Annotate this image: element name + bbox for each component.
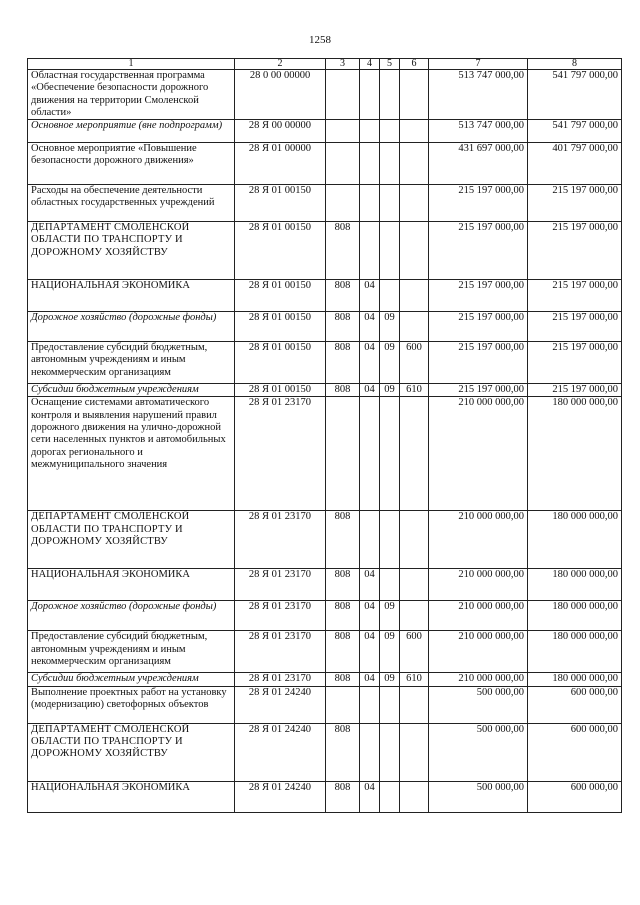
cell-section: 04 [360,631,380,673]
cell-target-article: 28 Я 01 23170 [235,511,326,569]
cell-subsection [380,280,400,312]
table-row [28,222,622,280]
cell-subsection: 09 [380,601,400,631]
cell-admin-code: 808 [326,222,360,280]
cell-admin-code: 808 [326,280,360,312]
cell-admin-code [326,686,360,723]
cell-name: Выполнение проектных работ на установку (модернизацию) светофорных объектов [28,686,235,723]
cell-expense-type [400,569,429,601]
cell-expense-type [400,601,429,631]
cell-subsection: 09 [380,342,400,384]
budget-table [27,58,622,813]
cell-target-article: 28 Я 01 24240 [235,686,326,723]
table-row [28,342,622,384]
cell-section [360,70,380,120]
cell-target-article: 28 Я 01 00150 [235,312,326,342]
cell-admin-code: 808 [326,631,360,673]
cell-name: Областная государственная программа «Обеспечение безопасности дорожного движения на территории Смоленской области» [28,70,235,120]
cell-section [360,397,380,511]
cell-admin-code [326,70,360,120]
cell-admin-code [326,185,360,222]
cell-amount-year-2: 180 000 000,00 [528,397,622,511]
cell-section [360,120,380,143]
cell-admin-code: 808 [326,342,360,384]
cell-subsection [380,686,400,723]
cell-amount-year-2: 541 797 000,00 [528,70,622,120]
cell-target-article: 28 Я 01 23170 [235,631,326,673]
cell-name: Предоставление субсидий бюджетным, автономным учреждениям и иным некоммерческим организациям [28,631,235,673]
cell-amount-year-1: 513 747 000,00 [429,70,528,120]
cell-amount-year-1: 500 000,00 [429,723,528,781]
cell-target-article: 28 Я 01 24240 [235,723,326,781]
header-col-3: 3 [326,59,360,70]
cell-amount-year-1: 215 197 000,00 [429,222,528,280]
cell-name: Дорожное хозяйство (дорожные фонды) [28,601,235,631]
table-row [28,686,622,723]
cell-amount-year-2: 215 197 000,00 [528,342,622,384]
cell-admin-code: 808 [326,723,360,781]
cell-section: 04 [360,781,380,812]
cell-amount-year-2: 215 197 000,00 [528,222,622,280]
cell-expense-type [400,143,429,185]
cell-name: Основное мероприятие «Повышение безопасности дорожного движения» [28,143,235,185]
cell-admin-code: 808 [326,511,360,569]
cell-expense-type: 610 [400,673,429,686]
header-col-1: 1 [28,59,235,70]
cell-amount-year-1: 431 697 000,00 [429,143,528,185]
cell-amount-year-1: 500 000,00 [429,781,528,812]
cell-target-article: 28 Я 01 00150 [235,384,326,397]
cell-target-article: 28 Я 01 00150 [235,185,326,222]
cell-expense-type [400,397,429,511]
table-row [28,70,622,120]
cell-section: 04 [360,673,380,686]
cell-expense-type [400,222,429,280]
table-row [28,569,622,601]
cell-amount-year-1: 210 000 000,00 [429,397,528,511]
cell-amount-year-1: 215 197 000,00 [429,342,528,384]
cell-name: НАЦИОНАЛЬНАЯ ЭКОНОМИКА [28,781,235,812]
cell-admin-code: 808 [326,312,360,342]
cell-amount-year-1: 215 197 000,00 [429,280,528,312]
cell-section: 04 [360,384,380,397]
cell-amount-year-1: 215 197 000,00 [429,384,528,397]
cell-amount-year-2: 600 000,00 [528,723,622,781]
cell-amount-year-2: 600 000,00 [528,781,622,812]
cell-subsection [380,569,400,601]
cell-name: НАЦИОНАЛЬНАЯ ЭКОНОМИКА [28,569,235,601]
cell-amount-year-1: 215 197 000,00 [429,312,528,342]
cell-amount-year-2: 180 000 000,00 [528,511,622,569]
cell-admin-code: 808 [326,781,360,812]
cell-admin-code: 808 [326,384,360,397]
cell-expense-type [400,185,429,222]
cell-subsection [380,511,400,569]
table-row [28,143,622,185]
cell-amount-year-2: 541 797 000,00 [528,120,622,143]
cell-expense-type: 610 [400,384,429,397]
table-row [28,384,622,397]
cell-section: 04 [360,280,380,312]
cell-section [360,686,380,723]
cell-name: Дорожное хозяйство (дорожные фонды) [28,312,235,342]
cell-amount-year-1: 210 000 000,00 [429,511,528,569]
cell-section: 04 [360,601,380,631]
cell-subsection [380,781,400,812]
cell-name: Субсидии бюджетным учреждениям [28,384,235,397]
cell-expense-type [400,120,429,143]
cell-target-article: 28 Я 01 23170 [235,397,326,511]
cell-name: Оснащение системами автоматического контроля и выявления нарушений правил дорожного движения на улично-дорожной сети населенных пунктов и автомобильных дорогах регионального и межмуниципального значения [28,397,235,511]
cell-subsection [380,397,400,511]
cell-target-article: 28 Я 01 24240 [235,781,326,812]
header-col-8: 8 [528,59,622,70]
cell-admin-code [326,397,360,511]
cell-subsection: 09 [380,631,400,673]
header-row [28,59,622,70]
table-row [28,511,622,569]
cell-subsection [380,70,400,120]
table-row [28,397,622,511]
cell-amount-year-2: 180 000 000,00 [528,601,622,631]
cell-target-article: 28 Я 01 00000 [235,143,326,185]
cell-name: НАЦИОНАЛЬНАЯ ЭКОНОМИКА [28,280,235,312]
header-col-4: 4 [360,59,380,70]
cell-expense-type [400,312,429,342]
cell-admin-code: 808 [326,673,360,686]
cell-subsection: 09 [380,384,400,397]
cell-target-article: 28 0 00 00000 [235,70,326,120]
cell-section [360,185,380,222]
cell-amount-year-1: 210 000 000,00 [429,601,528,631]
cell-admin-code: 808 [326,569,360,601]
cell-target-article: 28 Я 01 00150 [235,280,326,312]
cell-target-article: 28 Я 01 00150 [235,222,326,280]
table-body [28,70,622,813]
cell-section: 04 [360,569,380,601]
cell-target-article: 28 Я 01 23170 [235,601,326,631]
cell-expense-type: 600 [400,342,429,384]
cell-amount-year-2: 215 197 000,00 [528,185,622,222]
cell-amount-year-2: 180 000 000,00 [528,569,622,601]
cell-subsection [380,723,400,781]
cell-target-article: 28 Я 01 23170 [235,569,326,601]
cell-subsection [380,222,400,280]
cell-admin-code: 808 [326,601,360,631]
table-row [28,631,622,673]
table-row [28,781,622,812]
cell-section [360,511,380,569]
cell-amount-year-2: 180 000 000,00 [528,631,622,673]
cell-section: 04 [360,312,380,342]
cell-amount-year-1: 210 000 000,00 [429,673,528,686]
cell-expense-type: 600 [400,631,429,673]
cell-expense-type [400,686,429,723]
cell-expense-type [400,70,429,120]
cell-target-article: 28 Я 01 00150 [235,342,326,384]
cell-subsection: 09 [380,673,400,686]
cell-subsection [380,185,400,222]
table-row [28,601,622,631]
cell-section [360,723,380,781]
cell-admin-code [326,143,360,185]
cell-name: ДЕПАРТАМЕНТ СМОЛЕНСКОЙ ОБЛАСТИ ПО ТРАНСПОРТУ И ДОРОЖНОМУ ХОЗЯЙСТВУ [28,511,235,569]
cell-expense-type [400,511,429,569]
cell-target-article: 28 Я 00 00000 [235,120,326,143]
header-col-2: 2 [235,59,326,70]
table-row [28,723,622,781]
cell-amount-year-1: 210 000 000,00 [429,631,528,673]
cell-expense-type [400,280,429,312]
page-number: 1258 [309,34,331,46]
cell-amount-year-2: 600 000,00 [528,686,622,723]
cell-amount-year-2: 215 197 000,00 [528,312,622,342]
table-row [28,185,622,222]
table-row [28,673,622,686]
cell-section [360,222,380,280]
cell-name: Основное мероприятие (вне подпрограмм) [28,120,235,143]
cell-target-article: 28 Я 01 23170 [235,673,326,686]
cell-amount-year-1: 215 197 000,00 [429,185,528,222]
cell-amount-year-2: 401 797 000,00 [528,143,622,185]
header-col-5: 5 [380,59,400,70]
cell-expense-type [400,781,429,812]
cell-name: ДЕПАРТАМЕНТ СМОЛЕНСКОЙ ОБЛАСТИ ПО ТРАНСПОРТУ И ДОРОЖНОМУ ХОЗЯЙСТВУ [28,723,235,781]
cell-amount-year-1: 513 747 000,00 [429,120,528,143]
header-col-7: 7 [429,59,528,70]
table-row [28,120,622,143]
cell-subsection [380,143,400,185]
cell-amount-year-1: 500 000,00 [429,686,528,723]
cell-name: ДЕПАРТАМЕНТ СМОЛЕНСКОЙ ОБЛАСТИ ПО ТРАНСПОРТУ И ДОРОЖНОМУ ХОЗЯЙСТВУ [28,222,235,280]
table-row [28,312,622,342]
cell-section: 04 [360,342,380,384]
header-col-6: 6 [400,59,429,70]
cell-expense-type [400,723,429,781]
cell-amount-year-2: 215 197 000,00 [528,280,622,312]
cell-subsection: 09 [380,312,400,342]
cell-name: Расходы на обеспечение деятельности областных государственных учреждений [28,185,235,222]
cell-amount-year-2: 215 197 000,00 [528,384,622,397]
cell-name: Предоставление субсидий бюджетным, автономным учреждениям и иным некоммерческим организациям [28,342,235,384]
cell-name: Субсидии бюджетным учреждениям [28,673,235,686]
cell-amount-year-2: 180 000 000,00 [528,673,622,686]
cell-subsection [380,120,400,143]
cell-admin-code [326,120,360,143]
cell-amount-year-1: 210 000 000,00 [429,569,528,601]
cell-section [360,143,380,185]
table-row [28,280,622,312]
